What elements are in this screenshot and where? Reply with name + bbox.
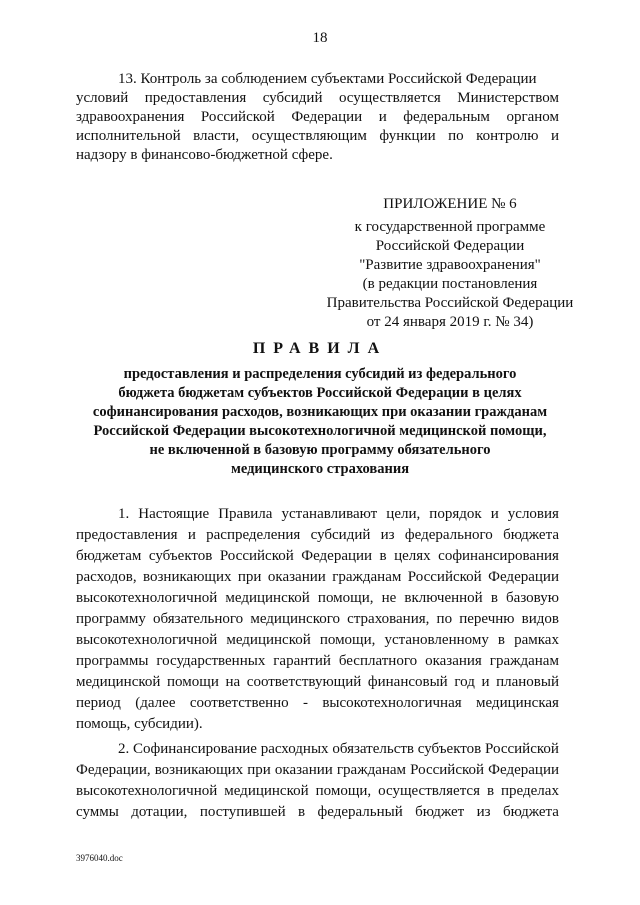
- word: Настоящие: [138, 506, 210, 522]
- word: медицинского: [250, 611, 340, 627]
- word: помощи,: [319, 632, 376, 648]
- word: и: [550, 128, 559, 144]
- word: помощи,: [315, 783, 372, 799]
- word: условий: [76, 90, 129, 106]
- word: высокотехнологичной: [76, 783, 218, 799]
- word: помощи,: [317, 590, 374, 606]
- word: и: [490, 506, 499, 522]
- appendix-line: от 24 января 2019 г. № 34): [366, 314, 534, 330]
- word: Министерством: [457, 90, 559, 106]
- word: поступившей: [199, 804, 286, 820]
- word: здравоохранения: [76, 109, 185, 125]
- word: медицинская: [475, 695, 559, 711]
- word: соответствующий: [246, 674, 362, 690]
- word: Российской: [219, 548, 294, 564]
- word: медицинской: [224, 783, 309, 799]
- word: период: [76, 695, 121, 711]
- word: по: [436, 611, 453, 627]
- word: предоставления: [144, 90, 247, 106]
- appendix-line: "Развитие здравоохранения": [359, 257, 541, 273]
- word: предоставления: [76, 527, 178, 543]
- word: субсидий: [310, 527, 371, 543]
- word: в: [497, 632, 506, 648]
- word: помощи: [167, 674, 219, 690]
- word: осуществляется: [338, 90, 441, 106]
- word: медицинской: [76, 674, 161, 690]
- word: установленному: [384, 632, 489, 648]
- word: функции: [379, 128, 436, 144]
- rules-subtitle-line: Российской Федерации высокотехнологичной медицинской помощи,: [93, 423, 547, 439]
- paragraph-2-line: [76, 761, 559, 780]
- word: высокотехнологичной: [76, 590, 218, 606]
- word: год: [454, 674, 475, 690]
- paragraph-1-line: [76, 694, 559, 713]
- word: обязательств: [332, 741, 414, 757]
- word: бесплатного: [338, 653, 418, 669]
- word: Российской: [485, 741, 559, 757]
- paragraph-1-line: [76, 547, 559, 566]
- word: видов: [521, 611, 559, 627]
- word: гражданам: [332, 569, 402, 585]
- paragraph-1-line: [76, 526, 559, 545]
- word: федерального: [404, 527, 493, 543]
- paragraph-1-line: [76, 610, 559, 629]
- word: 2.: [118, 741, 130, 757]
- section-13-line: 13. Контроль за соблюдением субъектами Российской Федерации: [118, 71, 537, 87]
- word: Федерации: [301, 548, 373, 564]
- word: контролю: [476, 128, 539, 144]
- rules-subtitle-line: предоставления и распределения субсидий из федерального: [123, 366, 517, 382]
- word: федеральный: [317, 804, 403, 820]
- rules-subtitle-line: медицинского страхования: [230, 461, 410, 477]
- word: финансовый: [367, 674, 448, 690]
- word: бюджетам: [76, 548, 142, 564]
- word: условия: [507, 506, 559, 522]
- rules-subtitle-line: софинансирования расходов, возникающих при оказании гражданам: [92, 404, 548, 420]
- word: устанавливают: [281, 506, 378, 522]
- word: высокотехнологичная: [322, 695, 462, 711]
- section-13-line: [76, 108, 559, 127]
- paragraph-2-line: [76, 782, 559, 801]
- word: плановый: [496, 674, 559, 690]
- paragraph-2-line: [118, 740, 559, 759]
- word: в: [298, 804, 306, 820]
- word: перечню: [459, 611, 515, 627]
- document-code: 3976040.doc: [76, 853, 123, 863]
- section-13-line: [76, 127, 559, 146]
- word: пределах: [501, 783, 559, 799]
- word: осуществляется: [378, 783, 480, 799]
- rules-subtitle-line: бюджета бюджетам субъектов Российской Федерации в целях: [118, 385, 522, 401]
- word: в: [490, 590, 498, 606]
- word: в: [379, 548, 387, 564]
- word: субсидий: [262, 90, 323, 106]
- appendix-line: Правительства Российской Федерации: [326, 295, 574, 311]
- word: по: [448, 128, 464, 144]
- word: возникающих: [154, 762, 244, 778]
- word: Правила: [218, 506, 273, 522]
- word: включенной: [404, 590, 483, 606]
- paragraph-1-line: [76, 631, 559, 650]
- word: Российской: [407, 569, 482, 585]
- word: дотации,: [131, 804, 188, 820]
- paragraph-1-line: [118, 505, 559, 524]
- word: соответственно: [189, 695, 289, 711]
- word: бюджет: [415, 804, 465, 820]
- word: высокотехнологичной: [76, 632, 218, 648]
- word: бюджета: [503, 527, 559, 543]
- word: -: [303, 695, 308, 711]
- word: Федерации: [488, 762, 559, 778]
- word: 1.: [118, 506, 130, 522]
- paragraph-1-line: помощь, субсидии).: [76, 716, 203, 732]
- word: бюджета: [503, 804, 559, 820]
- paragraph-1-line: [76, 652, 559, 671]
- word: распределения: [206, 527, 301, 543]
- word: Федерации,: [76, 762, 151, 778]
- word: Российской: [410, 762, 485, 778]
- paragraph-1-line: [76, 568, 559, 587]
- word: осуществляющим: [251, 128, 367, 144]
- word: обязательного: [152, 611, 244, 627]
- word: (далее: [135, 695, 176, 711]
- word: Софинансирование: [133, 741, 257, 757]
- word: власти,: [193, 128, 240, 144]
- paragraph-1-line: [76, 589, 559, 608]
- word: и: [481, 674, 490, 690]
- word: возникающих: [143, 569, 232, 585]
- section-13-line: [76, 89, 559, 108]
- word: из: [380, 527, 395, 543]
- word: и: [187, 527, 196, 543]
- word: оказании: [267, 569, 326, 585]
- word: оказании: [274, 762, 333, 778]
- word: не: [381, 590, 397, 606]
- word: на: [225, 674, 241, 690]
- word: Федерации: [291, 109, 363, 125]
- word: гражданам: [336, 762, 407, 778]
- word: Федерации: [488, 569, 559, 585]
- paragraph-1-line: [76, 673, 559, 692]
- word: базовую: [506, 590, 559, 606]
- word: гарантий: [273, 653, 331, 669]
- appendix-title: ПРИЛОЖЕНИЕ № 6: [383, 196, 517, 212]
- word: при: [237, 569, 262, 585]
- word: целях: [394, 548, 431, 564]
- word: и: [378, 109, 387, 125]
- appendix-line: к государственной программе: [354, 219, 546, 235]
- word: суммы: [76, 804, 119, 820]
- word: государственных: [156, 653, 266, 669]
- word: страхования,: [347, 611, 430, 627]
- word: из: [476, 804, 491, 820]
- word: оказания: [425, 653, 482, 669]
- word: при: [247, 762, 271, 778]
- section-13-line: надзору в финансово-бюджетной сфере.: [76, 147, 333, 163]
- word: цели,: [386, 506, 421, 522]
- word: субъектов: [417, 741, 482, 757]
- word: Российской: [200, 109, 275, 125]
- page-number: 18: [312, 30, 328, 46]
- word: порядок: [429, 506, 482, 522]
- word: расходных: [260, 741, 329, 757]
- appendix-line: Российской Федерации: [375, 238, 525, 254]
- appendix-line: (в редакции постановления: [362, 276, 538, 292]
- word: софинансирования: [438, 548, 559, 564]
- rules-subtitle-line: не включенной в базовую программу обязательного: [149, 442, 491, 458]
- word: рамках: [514, 632, 559, 648]
- word: гражданам: [489, 653, 559, 669]
- word: органом: [506, 109, 559, 125]
- word: медицинской: [225, 590, 310, 606]
- word: программы: [76, 653, 149, 669]
- word: программу: [76, 611, 146, 627]
- word: медицинской: [226, 632, 311, 648]
- word: в: [486, 783, 495, 799]
- word: субъектов: [148, 548, 213, 564]
- word: федеральным: [403, 109, 490, 125]
- rules-title: ПРАВИЛА: [252, 340, 388, 357]
- paragraph-2-line: [76, 803, 559, 822]
- word: исполнительной: [76, 128, 181, 144]
- word: расходов,: [76, 569, 137, 585]
